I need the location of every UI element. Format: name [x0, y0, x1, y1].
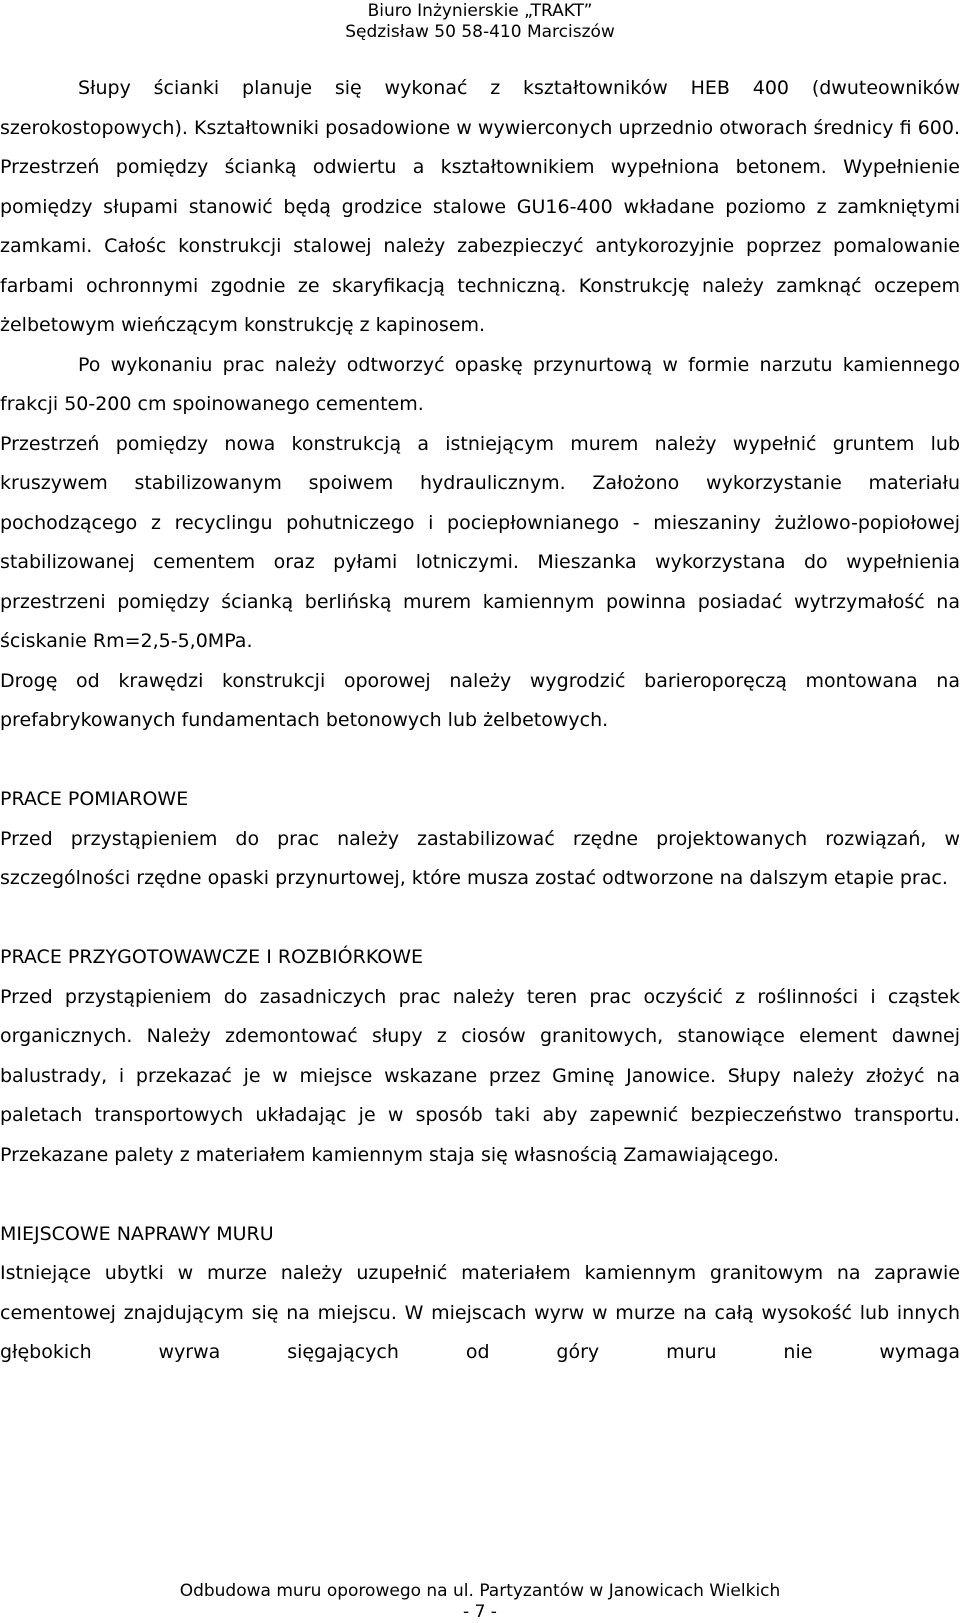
section-heading-repairs: MIEJSCOWE NAPRAWY MURU	[0, 1222, 274, 1245]
section-text-repairs: Istniejące ubytki w murze należy uzupełnić materiałem kamiennym granitowym na zaprawie cementowej znajdującym się na miejscu. W miejscach wyrw w murze na całą wysokość lub innych głębokich wyrwa sięgających od góry muru nie wymaga	[0, 1262, 960, 1363]
paragraph-revetment: Po wykonaniu prac należy odtworzyć opaskę przynurtową w formie narzutu kamiennego frakcji 50-200 cm spoinowanego cementem.	[0, 353, 960, 415]
page-header	[0, 0, 960, 43]
paragraph-backfill: Przestrzeń pomiędzy nowa konstrukcją a istniejącym murem należy wypełnić gruntem lub kruszywem stabilizowanym spoiwem hydraulicznym. Założono wykorzystanie materiału pochodzącego z recyclingu pohutniczego i pociepłownianego - mieszaniny żużlowo-popiołowej stabilizowanej cementem oraz pyłami lotniczymi. Mieszanka wykorzystana do wypełnienia przestrzeni pomiędzy ścianką berlińską murem kamiennym powinna posiadać wytrzymałość na ściskanie Rm=2,5-5,0MPa.	[0, 432, 960, 652]
paragraph-construction: Słupy ścianki planuje się wykonać z kształtowników HEB 400 (dwuteowników szerokostopowych). Kształtowniki posadowione w wywierconych uprzednio otworach średnicy fi 600. Przestrzeń pomiędzy ścianką odwiertu a kształtownikiem wypełniona betonem. Wypełnienie pomiędzy słupami stanowić będą grodzice stalowe GU16-400 wkładane poziomo z zamkniętymi zamkami. Całośc konstrukcji stalowej należy zabezpieczyć antykorozyjnie poprzez pomalowanie farbami ochronnymi zgodnie ze skaryfikacją techniczną. Konstrukcję należy zamknąć oczepem żelbetowym wieńczącym konstrukcję z kapinosem.	[0, 77, 960, 336]
section-heading-survey: PRACE POMIAROWE	[0, 788, 189, 810]
footer-title: Odbudowa muru oporowego na ul. Partyzantów w Janowicach Wielkich	[179, 1581, 781, 1601]
company-address: Sędzisław 50 58-410 Marciszów	[345, 22, 615, 42]
section-text-survey: Przed przystąpieniem do prac należy zastabilizować rzędne projektowanych rozwiązań, w szczególności rzędne opaski przynurtowej, które musza zostać odtworzone na dalszym etapie prac.	[0, 827, 960, 889]
paragraph-barrier: Drogę od krawędzi konstrukcji oporowej należy wygrodzić barieroporęczą montowana na prefabrykowanych fundamentach betonowych lub żelbetowych.	[0, 669, 960, 731]
page-footer	[0, 1581, 960, 1623]
section-heading-preparation: PRACE PRZYGOTOWAWCZE I ROZBIÓRKOWE	[0, 946, 423, 968]
document-body	[0, 69, 960, 1373]
page-number: - 7 -	[463, 1602, 497, 1622]
section-text-preparation: Przed przystąpieniem do zasadniczych prac należy teren prac oczyścić z roślinności i cząstek organicznych. Należy zdemontować słupy z ciosów granitowych, stanowiące element dawnej balustrady, i przekazać je w miejsce wskazane przez Gminę Janowice. Słupy należy złożyć na paletach transportowych układając je w sposób taki aby zapewnić bezpieczeństwo transportu. Przekazane palety z materiałem kamiennym staja się własnością Zamawiającego.	[0, 985, 960, 1166]
company-name: Biuro Inżynierskie „TRAKT”	[367, 1, 593, 21]
